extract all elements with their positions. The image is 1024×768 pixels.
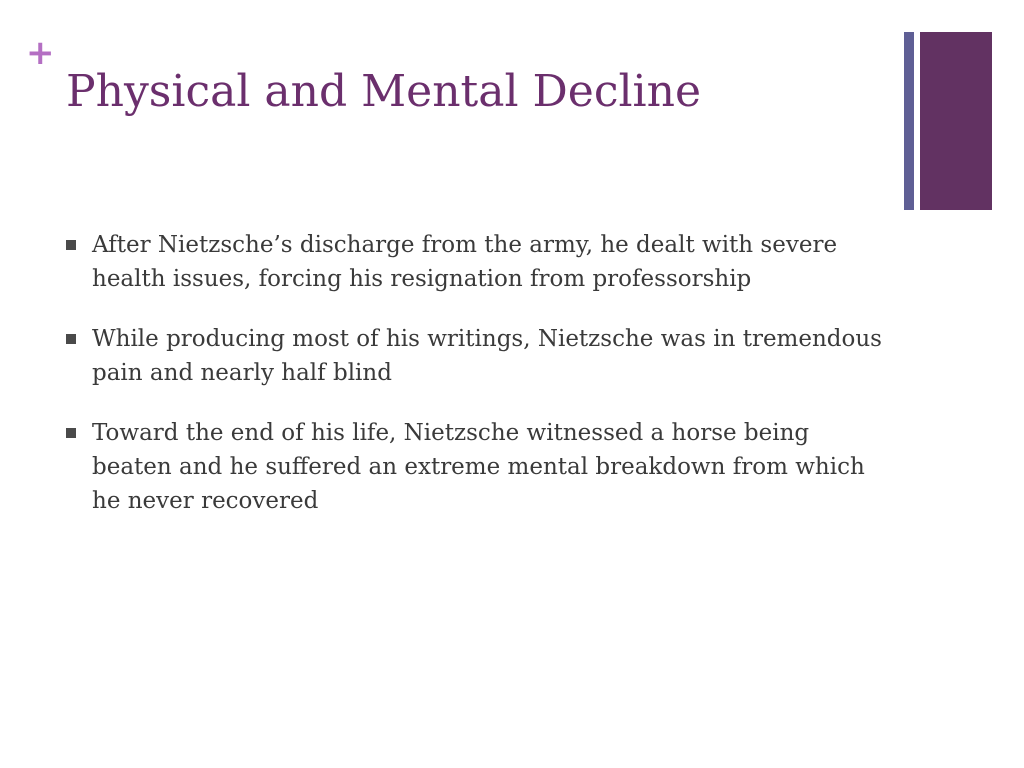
square-bullet-icon xyxy=(66,334,76,344)
decorative-bar-wide xyxy=(920,32,992,210)
slide-title: Physical and Mental Decline xyxy=(66,66,701,117)
bullet-item xyxy=(66,228,896,296)
bullet-text: After Nietzsche’s discharge from the army, he dealt with severe health issues, forcing his resignation from professorship xyxy=(92,232,838,292)
bullet-item xyxy=(66,416,896,518)
square-bullet-icon xyxy=(66,428,76,438)
plus-icon: + xyxy=(26,33,55,73)
square-bullet-icon xyxy=(66,240,76,250)
bullet-text: While producing most of his writings, Nietzsche was in tremendous pain and nearly half blind xyxy=(92,326,882,386)
bullet-list xyxy=(66,228,896,544)
decorative-bar-thin xyxy=(904,32,914,210)
bullet-item xyxy=(66,322,896,390)
bullet-text: Toward the end of his life, Nietzsche witnessed a horse being beaten and he suffered an extreme mental breakdown from which he never recovered xyxy=(92,420,865,514)
